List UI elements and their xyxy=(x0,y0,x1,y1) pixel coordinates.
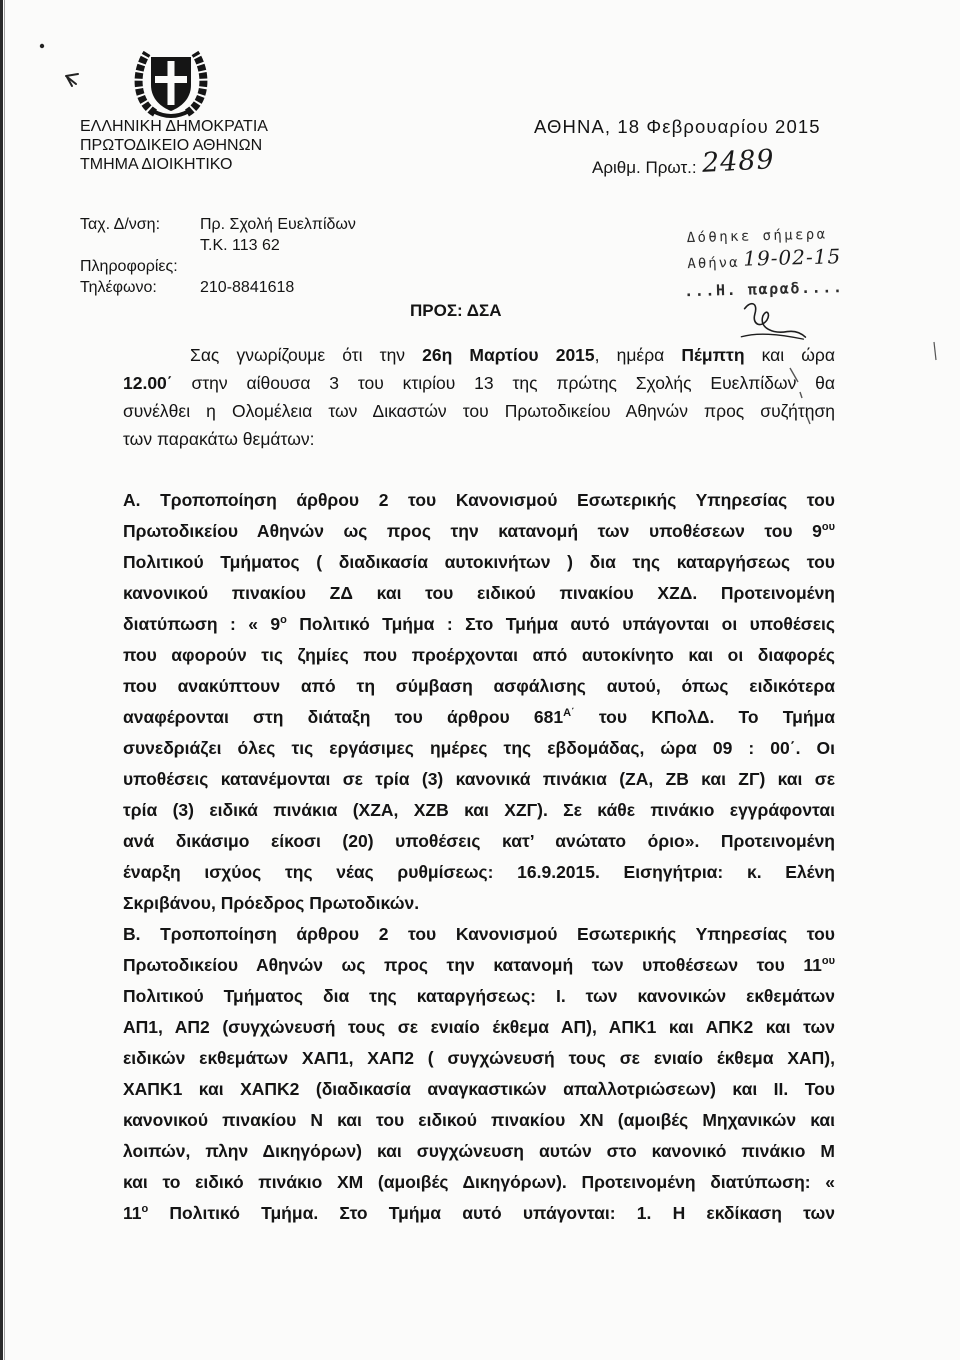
line-text: στην αίθουσα 3 του κτιρίου 13 της πρώτης Σχολής Ευελπίδων θα xyxy=(172,373,835,393)
item-b-line: ειδικών εκθεμάτων ΧΑΠ1, ΧΑΠ2 ( συγχώνευσή τους σε ενιαίο έκθεμα ΧΑΠ), xyxy=(123,1047,835,1068)
pen-mark-icon xyxy=(36,40,86,92)
intro-line: συνέλθει η Ολομέλεια των Δικαστών του Πρωτοδικείου Αθηνών προς συζήτηση xyxy=(123,401,835,421)
line-text: Πολιτικό Τμήμα. Στο Τμήμα αυτό υπάγονται: 1. Η εκδίκαση των xyxy=(148,1202,835,1223)
scan-edge xyxy=(0,0,3,1360)
item-b-line: Πολιτικού Τμήματος δια της καταργήσεως: Ι. των κανονικών εκθεμάτων xyxy=(123,985,835,1006)
ordinal-superscript: ου xyxy=(821,520,835,533)
stamp-line: Δόθηκε σήμερα xyxy=(686,226,828,247)
item-a-line: έναρξη ισχύος της νέας ρυθμίσεως: 16.9.2015. Εισηγήτρια: κ. Ελένη xyxy=(123,861,835,882)
signature-icon xyxy=(736,297,807,343)
place-date: ΑΘΗΝΑ, 18 Φεβρουαρίου 2015 xyxy=(534,116,821,137)
ordinal-superscript: ου xyxy=(821,954,835,967)
item-b-line: ΧΑΠΚ1 και ΧΑΠΚ2 (διαδικασία αναγκαστικών απαλλοτριώσεων) και ΙΙ. Του xyxy=(123,1078,835,1099)
intro-line xyxy=(123,341,835,369)
received-stamp xyxy=(682,224,857,346)
stamp-place: Αθήνα xyxy=(687,254,740,273)
item-b-line: και το ειδικό πινάκιο ΧΜ (αμοιβές Δικηγόρων). Προτεινομένη διατύπωση: « xyxy=(123,1171,835,1192)
item-a-line: Α. Τροποποίηση άρθρου 2 του Κανονισμού Εσωτερικής Υπηρεσίας του xyxy=(123,489,835,510)
item-b-line xyxy=(123,950,835,981)
intro-paragraph xyxy=(123,341,835,453)
agenda-items xyxy=(123,485,835,1229)
protocol-number: 2489 xyxy=(701,144,776,179)
item-b-line xyxy=(123,1198,835,1229)
issuer-department: ΤΜΗΜΑ ΔΙΟΙΚΗΤΙΚΟ xyxy=(80,156,233,173)
item-b-line: ΑΠ1, ΑΠ2 (συγχώνευσή τους σε ενιαίο έκθεμα ΑΠ), ΑΠΚ1 και ΑΠΚ2 και των xyxy=(123,1016,835,1037)
item-a-line: συνεδριάζει όλες τις εργάσιμες ημέρες της εβδομάδας, ώρα 09 : 00΄. Οι xyxy=(123,737,835,758)
contact-block xyxy=(80,214,420,298)
scan-mark-icon xyxy=(930,340,940,362)
address-value: Πρ. Σχολή Ευελπίδων xyxy=(200,216,356,233)
line-text: Σας γνωρίζουμε ότι την xyxy=(190,345,423,365)
phone-label: Τηλέφωνο: xyxy=(80,279,157,296)
info-row xyxy=(80,256,420,277)
intro-line xyxy=(123,369,835,397)
stamp-line: ...Η. παραδ.... xyxy=(683,278,844,301)
address-row xyxy=(80,214,420,235)
line-text: 11 xyxy=(123,1202,142,1223)
intro-line: των παρακάτω θεμάτων: xyxy=(123,429,315,449)
meeting-time: 12.00΄ xyxy=(123,373,173,393)
address-label: Ταχ. Δ/νση: xyxy=(80,216,161,233)
line-text: και ώρα xyxy=(744,345,835,365)
postal-code-value: Τ.Κ. 113 62 xyxy=(200,237,280,254)
item-a-line: υποθέσεις κατανέμονται σε τρία (3) κανονικά πινάκια (ΖΑ, ΖΒ και ΖΓ) και σε xyxy=(123,768,835,789)
phone-row xyxy=(80,277,420,298)
ordinal-superscript: ο xyxy=(280,613,287,626)
article-superscript: Α΄ xyxy=(563,706,575,719)
phone-value: 210-8841618 xyxy=(200,279,295,296)
item-a-line: ανά δικάσιμο είκοσι (20) υποθέσεις κατ’ ανώτατο όριο». Προτεινομένη xyxy=(123,830,835,851)
info-label: Πληροφορίες: xyxy=(80,258,178,275)
item-b-line: Β. Τροποποίηση άρθρου 2 του Κανονισμού Εσωτερικής Υπηρεσίας του xyxy=(123,923,835,944)
ordinal-superscript: ο xyxy=(141,1202,149,1215)
item-a-line xyxy=(123,516,835,547)
stamp-date: 19-02-15 xyxy=(742,244,842,271)
item-a-line: κανονικού πινακίου ΖΔ και του ειδικού πινακίου ΧΖΔ. Προτεινομένη xyxy=(123,582,835,603)
line-text: του ΚΠολΔ. Το Τμήμα xyxy=(574,706,835,727)
item-a-line: Σκριβάνου, Πρόεδρος Πρωτοδικών. xyxy=(123,892,420,913)
issuer-court: ΠΡΩΤΟΔΙΚΕΙΟ ΑΘΗΝΩΝ xyxy=(80,137,263,154)
recipient: ΠΡΟΣ: ΔΣΑ xyxy=(410,301,502,320)
item-a-line: που ανακύπτουν από τη σύμβαση ασφάλισης αυτού, όπως ειδικότερα xyxy=(123,675,835,696)
line-text: αναφέρονται στη διάταξη του άρθρου 681 xyxy=(123,706,564,727)
scan-edge-shadow xyxy=(4,0,5,1360)
item-a-line: τρία (3) ειδικά πινάκια (ΧΖΑ, ΧΖΒ και ΧΖΓ). Σε κάθε πινάκιο εγγράφονται xyxy=(123,799,835,820)
item-a-line: Πολιτικού Τμήματος ( διαδικασία αυτοκινήτων ) δια της καταργήσεως του xyxy=(123,551,835,572)
item-b-line: λοιπών, πλην Δικηγόρων) και συγχώνευση αυτών στο κανονικό πινάκιο Μ xyxy=(123,1140,835,1161)
line-text: Πολιτικό Τμήμα : Στο Τμήμα αυτό υπάγονται οι υποθέσεις xyxy=(286,613,835,634)
greek-coat-of-arms-icon xyxy=(131,45,211,119)
meeting-day: Πέμπτη xyxy=(681,345,745,365)
line-text: , ημέρα xyxy=(594,345,682,365)
issuer-block xyxy=(80,117,268,174)
item-a-line: που αφορούν τις ζημίες που προέρχονται από αυτοκίνητο και οι διαφορές xyxy=(123,644,835,665)
line-text: διατύπωση : « 9 xyxy=(123,613,281,634)
line-text: Πρωτοδικείου Αθηνών ως προς την κατανομή των υποθέσεων του 9 xyxy=(123,520,822,541)
item-a-line xyxy=(123,702,835,733)
item-b-line: κανονικού πινακίου Ν και του ειδικού πινακίου ΧΝ (αμοιβές Μηχανικών και xyxy=(123,1109,835,1130)
item-a-line xyxy=(123,609,835,640)
postal-code-row xyxy=(80,235,420,256)
line-text: Πρωτοδικείου Αθηνών ως προς την κατανομή των υποθέσεων του 11 xyxy=(123,954,822,975)
issuer-state: ΕΛΛΗΝΙΚΗ ΔΗΜΟΚΡΑΤΙΑ xyxy=(80,118,268,135)
meeting-date: 26η Μαρτίου 2015 xyxy=(422,345,595,365)
protocol-label: Αριθμ. Πρωτ.: xyxy=(592,158,697,177)
